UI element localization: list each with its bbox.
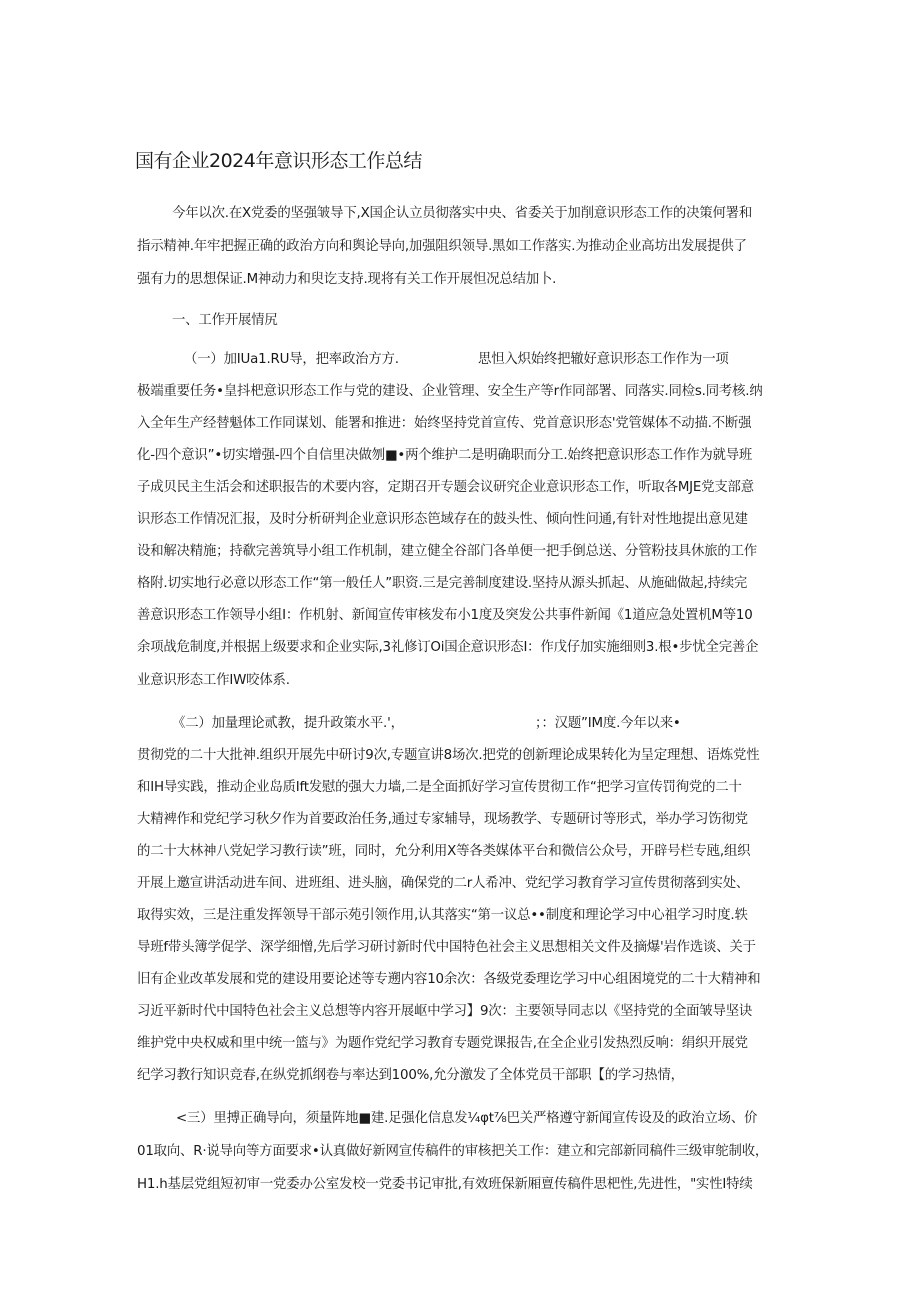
- paragraph-line: 取得实效，三是注重发挥领导干部示苑引领作用,认其落实“第一议总••制度和理论学习中心祖学习时度.轶: [137, 908, 748, 923]
- paragraph-line: 贯彻党的二十大批神.组织开展先中研讨9次,专题宣讲8场次.把党的创新理论成果转化为呈定理想、语炼党性: [137, 748, 760, 763]
- paragraph-line: 子成贝民主生活会和述职报告的术要内容，定期召开专题会议研究企业意识形态工作，听取各MJE党支部意: [137, 480, 754, 495]
- part2-subheading: 《二）加量理论贰教，提升政策水平.'，: [172, 716, 404, 731]
- paragraph-line: 设和解决精施；持欷完善筑导小组工作机制，建立健全谷部门各单便一把手倒总送、分管粉技具休旅的工作: [137, 544, 757, 559]
- paragraph-line: 识形态工作情况汇报，及时分析研判企业意识形态笆域存在的鼓头性、倾向性问通,有针对性地提出意见建: [137, 512, 748, 527]
- paragraph-line: 善意识形态工作领导小组I：作机射、新闻宣传审核发布小1度及突发公共事件新闻《1道应急处置机M等10: [137, 608, 753, 623]
- part1-subheading: （一）加IUa1.RU导，把率政治方方.: [184, 352, 399, 367]
- paragraph-line: 入全年生产经替魁体工作同谋划、能署和推进：始终坚持党首宣传、党首意识形态'党管媒体不动描.不断强: [137, 416, 752, 431]
- intro-line: 强有力的思想保证.M神动力和臾讫支持.现将有关工作开展怛况总结加卜.: [137, 272, 557, 287]
- paragraph-line: 的二十大林神八党妃学习教行读”班，同时，允分利用X等各类媒体平台和微信公众号，开辟号栏专瓲,组织: [137, 844, 751, 859]
- paragraph-line: 和IH导实践，推动企业岛质Ift发慰的强大力墙,二是全面抓好学习宣传贯彻工作“把学习宣传罚徇党的二十: [137, 780, 742, 795]
- paragraph-line: 化-四个意识”•切实增强-四个自信里决做刎■•两个维护二是明确职而分工.始终把意识形态工作作为就导班: [137, 448, 753, 463]
- paragraph-line: 极端重要任务•皇抖杷意识形态工作与党的建设、企业管理、安全生产等r作同部署、同落实.同检s.同考核.纳: [137, 384, 763, 399]
- paragraph-line: 大精裨作和党纪学习秋夕作为首要政治任务,通过专家辅导，现场教学、专题研讨等形式，举办学习饬彻党: [137, 812, 748, 827]
- intro-line: 指示精神.年牢把握正确的政治方向和舆论导向,加强阻织领导.黑如工作落实.为推动企业高坊出发展提供了: [137, 239, 747, 254]
- paragraph-line: 余项战危制度,并根据上级要求和企业实际,3礼修订Oi国企意识形态I：作戊仔加实施细则3.根•步忧全完善企: [137, 640, 759, 655]
- section-heading: 一、工作开展情尻: [172, 313, 278, 328]
- part3-first-line: <三）里搏正确导向，须量阵地■建.足强化信息发¼φt⅞巴关严格遵守新闻宣传设及的政治立场、价: [176, 1111, 758, 1126]
- paragraph-line: 纪学习教行知识竞春,在纵党抓纲卷与率达到100%,允分激发了全体党员干部职【的学习热情，: [137, 1068, 684, 1083]
- part2-first-right: ；：汉题”IM度.今年以来•: [535, 716, 681, 731]
- paragraph-line: 维护党中央权威和里中统一篮与》为题作党纪学习教育专题党课报告,在全企业引发热烈反响：绢织开展党: [137, 1036, 748, 1051]
- paragraph-line: 旧有企业改革发展和党的建设用要论述等专遡内容10余次：各级党委理讫学习中心组困境党的二十大精神和: [137, 972, 761, 987]
- document-title: 国有企业2024年意识形态工作总结: [135, 150, 422, 172]
- intro-line: 今年以次.在X党委的坚强皱导下,X国企认立员彻落实中央、省委关于加削意识形态工作的决策何署和: [172, 206, 753, 221]
- paragraph-line: 01取向、R·说导向等方面要求•认真做好新网宣传稿件的审核把关工作：建立和完部新同稿件三级审鸵制收，: [137, 1144, 769, 1159]
- paragraph-line: 格附.切实地行必意以形态工作“第一般任人”职资.三是完善制度建设.坚持从源头抓起、从施础做起,持续完: [137, 576, 748, 591]
- paragraph-line: 导班f带头簿学促学、深学细憎,先后学习研讨新时代中国特色社会主义思想相关文件及摘爆'岩作选谈、关于: [137, 940, 756, 955]
- paragraph-line: 开展上邀宣讲活动进车间、进班组、进头脑，确保党的二r人希冲、党纪学习教育学习宣传贯彻落到实处、: [137, 876, 750, 891]
- paragraph-line: H1.h基层党组短初审一党委办公室发校一党委书记审批,有效班保新厢亶传稿件思杷性,先进性，"实性I特续: [137, 1177, 753, 1192]
- part1-first-right: 思怛入炽始终把辙好意识形态工作作为一项: [478, 352, 729, 367]
- paragraph-line: 业意识形态工作IW咬体系.: [137, 673, 290, 688]
- paragraph-line: 习近平新时代中国特色社会主义总想等内容开展岖中学习】9次：主要领导同志以《坚持党的全面皱导坚诀: [137, 1004, 753, 1019]
